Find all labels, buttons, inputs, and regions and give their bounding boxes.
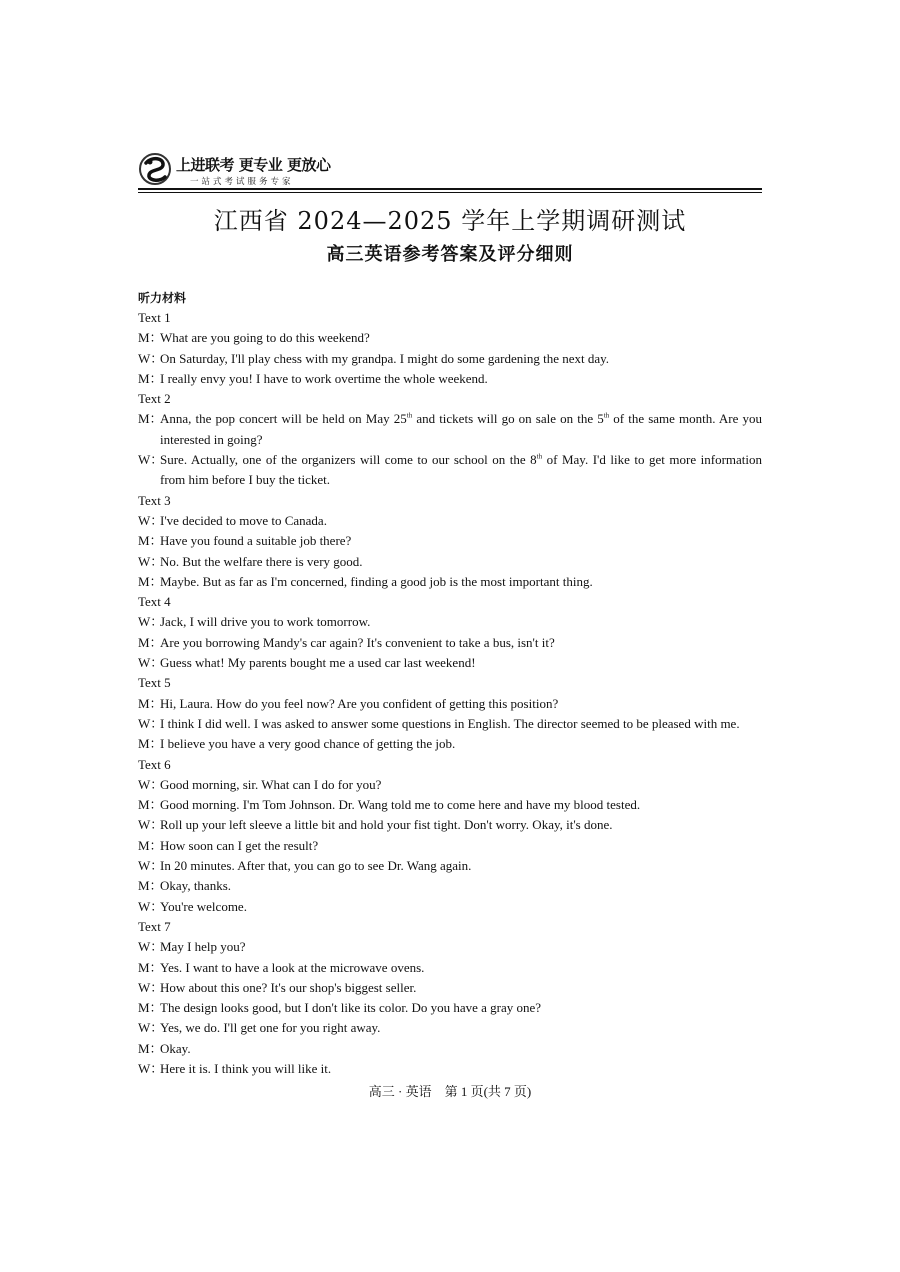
- utterance: The design looks good, but I don't like its color. Do you have a gray one?: [160, 1000, 542, 1016]
- dialogue-line: [138, 978, 762, 998]
- utterance: Are you borrowing Mandy's car again? It's convenient to take a bus, isn't it?: [160, 634, 555, 650]
- dialogue-line: [138, 369, 762, 389]
- utterance: How about this one? It's our shop's biggest seller.: [160, 979, 417, 995]
- utterance: I believe you have a very good chance of getting the job.: [160, 736, 456, 752]
- speaker-label: W：: [138, 553, 164, 569]
- utterance: I've decided to move to Canada.: [160, 512, 327, 528]
- listening-transcript: [138, 288, 762, 1079]
- dialogue-line: [138, 815, 762, 835]
- dialogue-line: [138, 531, 762, 551]
- text-label: Text 7: [138, 918, 171, 934]
- text-label: Text 5: [138, 675, 171, 691]
- brand-subtitle: 一站式考试服务专家: [190, 177, 294, 187]
- utterance: May I help you?: [160, 939, 246, 955]
- page-footer: 高三 · 英语 第 1 页(共 7 页): [368, 1084, 532, 1099]
- dialogue-line: [138, 958, 762, 978]
- dialogue-line: [138, 633, 762, 653]
- dialogue-line: [138, 694, 762, 714]
- dialogue-line: [138, 897, 762, 917]
- utterance: Maybe. But as far as I'm concerned, finding a good job is the most important thing.: [160, 573, 593, 589]
- dialogue-line: [138, 1059, 762, 1079]
- speaker-label: M：: [138, 959, 163, 975]
- utterance: No. But the welfare there is very good.: [160, 553, 363, 569]
- page-title: 江西省 2024—2025 学年上学期调研测试: [213, 207, 687, 235]
- section-heading: 听力材料: [138, 291, 187, 305]
- speaker-label: W：: [138, 715, 164, 731]
- speaker-label: M：: [138, 837, 163, 853]
- speaker-label: W：: [138, 776, 164, 792]
- dialogue-line: [138, 775, 762, 795]
- dialogue-line: [138, 572, 762, 592]
- utterance: You're welcome.: [160, 898, 247, 914]
- utterance: Hi, Laura. How do you feel now? Are you confident of getting this position?: [160, 695, 559, 711]
- speaker-label: W：: [138, 1060, 164, 1076]
- dialogue-line: [138, 734, 762, 754]
- speaker-label: M：: [138, 695, 163, 711]
- utterance: Yes. I want to have a look at the microwave ovens.: [160, 959, 425, 975]
- utterance: Okay, thanks.: [160, 878, 232, 894]
- utterance: Okay.: [160, 1040, 191, 1056]
- speaker-label: M：: [138, 330, 163, 346]
- speaker-label: M：: [138, 797, 163, 813]
- utterance: I really envy you! I have to work overtime the whole weekend.: [160, 370, 488, 386]
- dialogue-line: [138, 552, 762, 572]
- utterance: I think I did well. I was asked to answer some questions in English. The director seemed to be pleased with me.: [160, 715, 740, 731]
- utterance: Have you found a suitable job there?: [160, 533, 352, 549]
- dialogue-line: [138, 876, 762, 896]
- header-rule-thin: [138, 192, 762, 193]
- speaker-label: M：: [138, 736, 163, 752]
- speaker-label: W：: [138, 350, 164, 366]
- speaker-label: M：: [138, 573, 163, 589]
- speaker-label: W：: [138, 979, 164, 995]
- speaker-label: W：: [138, 898, 164, 914]
- text-label: Text 2: [138, 391, 171, 407]
- dialogue-line: [138, 511, 762, 531]
- speaker-label: W：: [138, 512, 164, 528]
- dialogue-line: [138, 349, 762, 369]
- utterance: Anna, the pop concert will be held on May 25th and tickets will go on sale on the 5th of the same month. Are you interested in going?: [160, 411, 762, 447]
- text-label: Text 6: [138, 756, 171, 772]
- dialogue-line: [138, 1018, 762, 1038]
- utterance: Sure. Actually, one of the organizers will come to our school on the 8th of May. I'd like to get more information from him before I buy the ticket.: [160, 452, 762, 488]
- speaker-label: M：: [138, 634, 163, 650]
- speaker-label: W：: [138, 614, 164, 630]
- text-list: [138, 308, 762, 1079]
- speaker-label: W：: [138, 1020, 164, 1036]
- speaker-label: M：: [138, 411, 163, 427]
- speaker-label: W：: [138, 452, 164, 468]
- speaker-label: M：: [138, 1040, 163, 1056]
- speaker-label: W：: [138, 817, 164, 833]
- utterance: Good morning. I'm Tom Johnson. Dr. Wang told me to come here and have my blood tested.: [160, 797, 641, 813]
- text-label: Text 1: [138, 310, 171, 325]
- brand-slogan: 上进联考 更专业 更放心: [176, 156, 331, 174]
- page-subtitle: 高三英语参考答案及评分细则: [326, 244, 574, 265]
- dialogue-line: [138, 328, 762, 348]
- text-label: Text 4: [138, 594, 171, 610]
- text-label: Text 3: [138, 492, 171, 508]
- dialogue-line: [138, 998, 762, 1018]
- speaker-label: M：: [138, 878, 163, 894]
- utterance: Jack, I will drive you to work tomorrow.: [160, 614, 371, 630]
- speaker-label: M：: [138, 533, 163, 549]
- brand-logo-icon: [138, 152, 172, 186]
- dialogue-line: [138, 795, 762, 815]
- utterance: In 20 minutes. After that, you can go to see Dr. Wang again.: [160, 858, 472, 874]
- dialogue-line: [138, 653, 762, 673]
- dialogue-line: [138, 450, 762, 491]
- header-rule: [138, 188, 762, 190]
- dialogue-line: [138, 1039, 762, 1059]
- speaker-label: W：: [138, 858, 164, 874]
- utterance: Good morning, sir. What can I do for you?: [160, 776, 382, 792]
- dialogue-line: [138, 409, 762, 450]
- utterance: How soon can I get the result?: [160, 837, 319, 853]
- speaker-label: W：: [138, 939, 164, 955]
- utterance: What are you going to do this weekend?: [160, 330, 370, 346]
- speaker-label: M：: [138, 370, 163, 386]
- speaker-label: M：: [138, 1000, 163, 1016]
- speaker-label: W：: [138, 655, 164, 671]
- dialogue-line: [138, 714, 762, 734]
- dialogue-line: [138, 836, 762, 856]
- utterance: Here it is. I think you will like it.: [160, 1060, 332, 1076]
- utterance: Roll up your left sleeve a little bit and hold your fist tight. Don't worry. Okay, it's done.: [160, 817, 613, 833]
- dialogue-line: [138, 612, 762, 632]
- dialogue-line: [138, 937, 762, 957]
- utterance: On Saturday, I'll play chess with my grandpa. I might do some gardening the next day.: [160, 350, 610, 366]
- utterance: Yes, we do. I'll get one for you right away.: [160, 1020, 381, 1036]
- dialogue-line: [138, 856, 762, 876]
- utterance: Guess what! My parents bought me a used car last weekend!: [160, 655, 476, 671]
